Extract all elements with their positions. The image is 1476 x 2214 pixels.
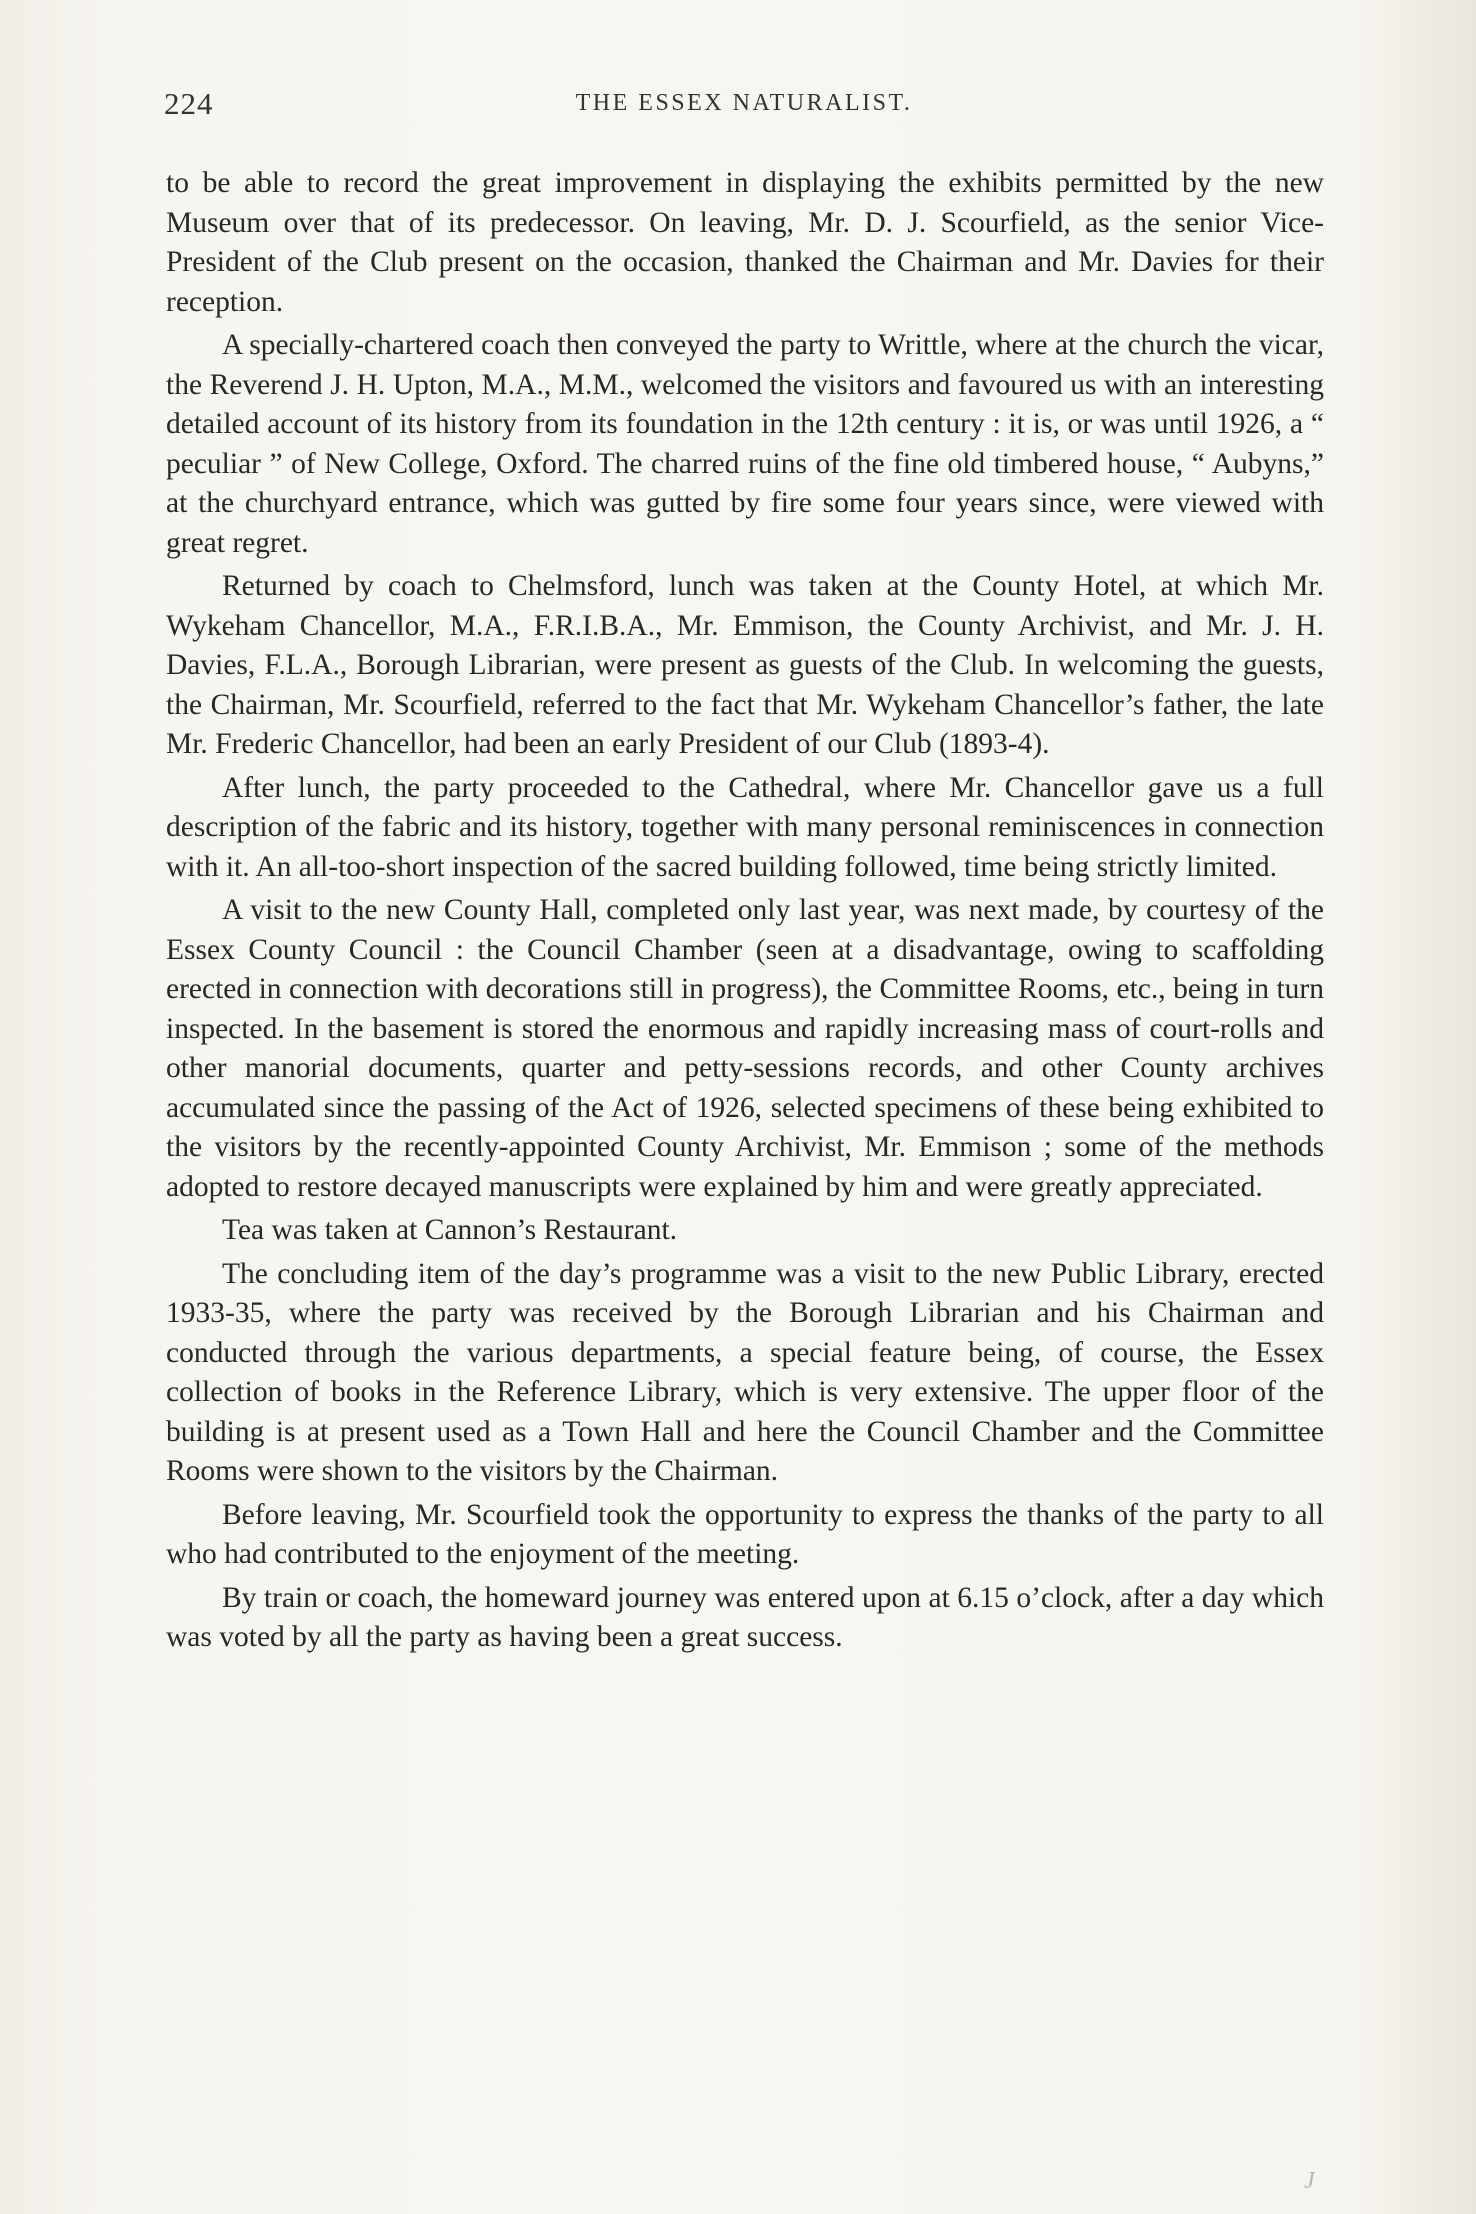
paragraph: Before leaving, Mr. Scourfield took the opportunity to express the thanks of the party to all who had contributed to the enjoyment of the meeting. [166, 1498, 1324, 1570]
paragraph: By train or coach, the homeward journey was entered upon at 6.15 o’clock, after a day which was voted by all the party as having been a great success. [166, 1581, 1324, 1653]
paragraph: to be able to record the great improvement in displaying the exhibits permitted by the new Museum over that of its predecessor. On leaving, Mr. D. J. Scourfield, as the senior Vice-President of the Club present on the occasion, thanked the Chairman and Mr. Davies for their reception. [166, 167, 1324, 318]
page-number: 224 [164, 86, 214, 121]
paragraph: A visit to the new County Hall, completed only last year, was next made, by courtesy of the Essex County Council : the Council Chamber (seen at a disadvantage, owing to scaffolding erected in connection with decorations still in progress), the Committee Rooms, etc., being in turn inspected. In the basement is stored the enormous and rapidly increasing mass of court-rolls and other manorial documents, quarter and petty-sessions records, and other County archives accumulated since the passing of the Act of 1926, selected specimens of these being exhibited to the visitors by the recently-appointed County Archivist, Mr. Emmison ; some of the methods adopted to restore decayed manuscripts were explained by him and were greatly appreciated. [166, 894, 1324, 1203]
running-title: THE ESSEX NATURALIST. [575, 90, 913, 116]
paragraph: A specially-chartered coach then conveyed the party to Writtle, where at the church the vicar, the Reverend J. H. Upton, M.A., M.M., welcomed the visitors and favoured us with an interesting detailed account of its history from its foundation in the 12th century : it is, or was until 1926, a “ peculiar ” of New College, Oxford. The charred ruins of the fine old timbered house, “ Aubyns,” at the churchyard entrance, which was gutted by fire some four years since, were viewed with great regret. [166, 329, 1324, 559]
margin-mark: J [1304, 2168, 1315, 2194]
article-body [166, 164, 1324, 1662]
paragraph: After lunch, the party proceeded to the Cathedral, where Mr. Chancellor gave us a full description of the fabric and its history, together with many personal reminiscences in connection with it. An all-too-short inspection of the sacred building followed, time being strictly limited. [166, 771, 1324, 883]
page-header [164, 86, 1324, 134]
paragraph: Tea was taken at Cannon’s Restaurant. [222, 1214, 678, 1246]
paragraph: The concluding item of the day’s programme was a visit to the new Public Library, erected 1933-35, where the party was received by the Borough Librarian and his Chairman and conducted through the various departments, a special feature being, of course, the Essex collection of books in the Reference Library, which is very extensive. The upper floor of the building is at present used as a Town Hall and here the Council Chamber and the Committee Rooms were shown to the visitors by the Chairman. [166, 1257, 1324, 1487]
paragraph: Returned by coach to Chelmsford, lunch was taken at the County Hotel, at which Mr. Wykeham Chancellor, M.A., F.R.I.B.A., Mr. Emmison, the County Archivist, and Mr. J. H. Davies, F.L.A., Borough Librarian, were present as guests of the Club. In welcoming the guests, the Chairman, Mr. Scourfield, referred to the fact that Mr. Wykeham Chancellor’s father, the late Mr. Frederic Chancellor, had been an early President of our Club (1893-4). [166, 570, 1324, 760]
